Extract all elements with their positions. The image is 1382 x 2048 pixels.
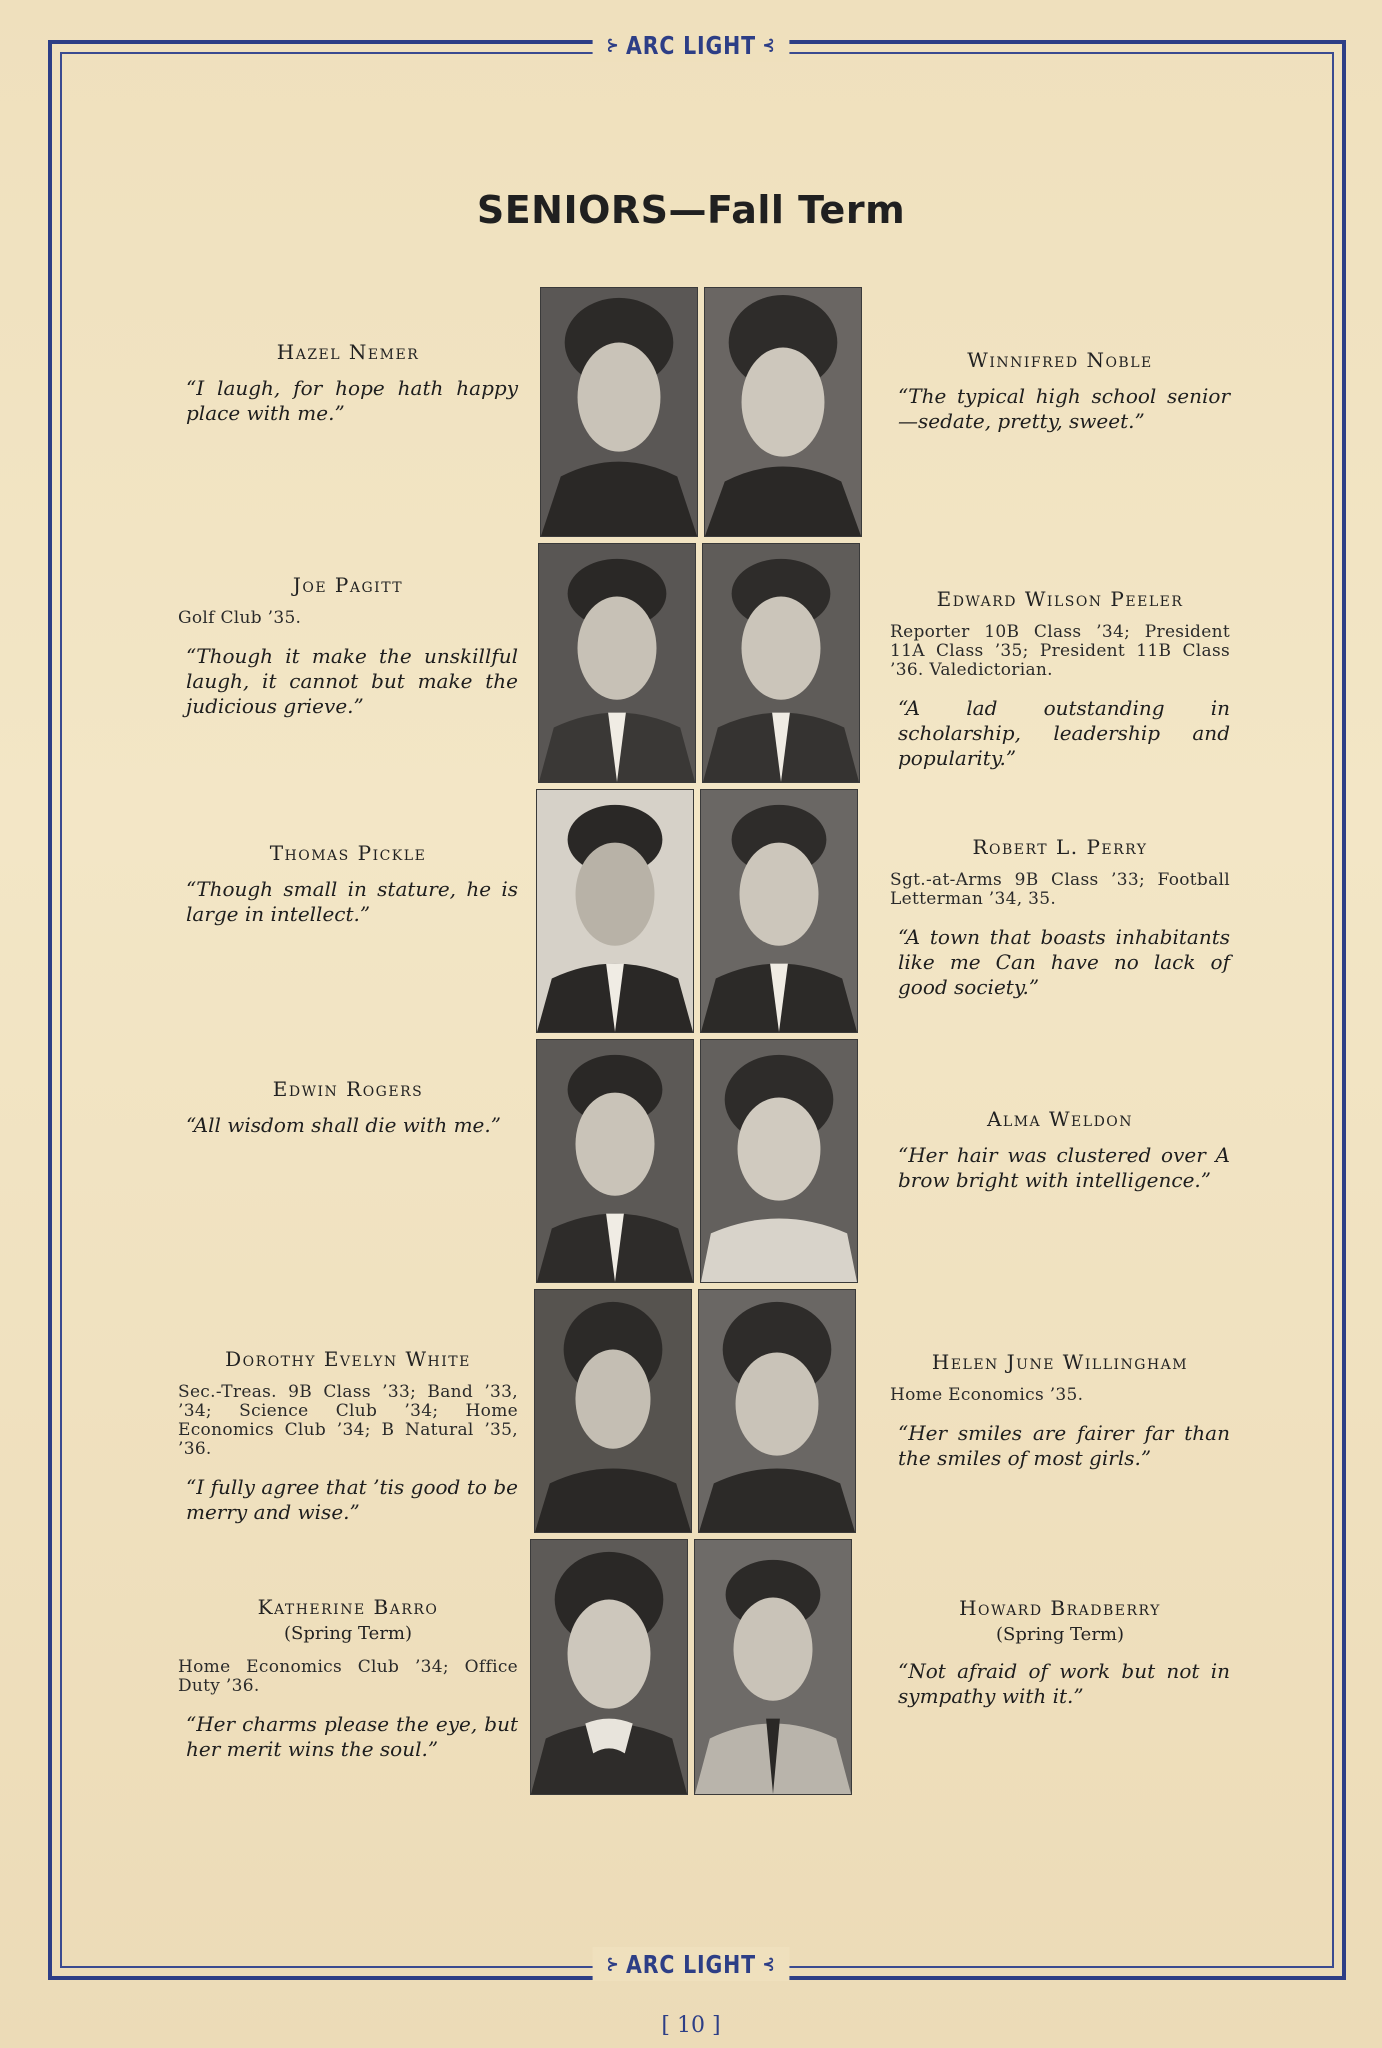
portrait-photo <box>538 543 696 783</box>
ornament-icon: ⊱ <box>606 34 620 56</box>
header-title-text: ARC LIGHT <box>626 30 756 60</box>
senior-entry <box>178 1077 518 1138</box>
senior-name: Howard Bradberry <box>959 1596 1161 1620</box>
page-number: [ 10 ] <box>661 2013 721 2038</box>
senior-entry <box>890 587 1230 771</box>
senior-quote: “I fully agree that ’tis good to be merry and wise.” <box>186 1475 518 1524</box>
senior-name: Edward Wilson Peeler <box>936 587 1184 611</box>
senior-activities: Reporter 10B Class ’34; President 11A Class ’35; President 11B Class ’36. Valedictorian. <box>890 622 1230 680</box>
senior-quote: “A lad outstanding in scholarship, leadership and popularity.” <box>898 696 1230 770</box>
senior-quote: “Though small in stature, he is large in intellect.” <box>186 877 518 926</box>
senior-name: Robert L. Perry <box>972 835 1148 859</box>
senior-entry <box>890 1107 1230 1193</box>
portrait-strip <box>536 287 872 1807</box>
footer-title <box>593 1947 790 1981</box>
senior-name: Edwin Rogers <box>272 1077 424 1101</box>
senior-entry <box>890 835 1230 1000</box>
portrait-photo <box>702 543 860 783</box>
senior-entry <box>178 573 518 719</box>
portrait-photo <box>704 287 862 537</box>
senior-quote: “A town that boasts inhabitants like me Can have no lack of good society.” <box>898 925 1230 999</box>
portrait-photo <box>534 1289 692 1533</box>
senior-name: Hazel Nemer <box>276 340 420 364</box>
senior-activities: Golf Club ’35. <box>178 608 302 628</box>
senior-quote: “All wisdom shall die with me.” <box>186 1113 501 1137</box>
senior-activities: Sec.-Treas. 9B Class ’33; Band ’33, ’34; Science Club ’34; Home Economics Club ’34; B Natural ’35, ’36. <box>178 1382 518 1459</box>
senior-entry <box>178 841 518 927</box>
portrait-photo <box>700 1039 858 1283</box>
portrait-photo <box>530 1539 688 1795</box>
senior-activities: Home Economics Club ’34; Office Duty ’36. <box>178 1657 518 1696</box>
senior-term-note: (Spring Term) <box>995 1624 1125 1645</box>
portrait-photo <box>700 789 858 1033</box>
portrait-photo <box>698 1289 856 1533</box>
portrait-photo <box>536 1039 694 1283</box>
senior-name: Katherine Barro <box>257 1595 439 1619</box>
senior-name: Helen June Willingham <box>931 1350 1189 1374</box>
senior-quote: “I laugh, for hope hath happy place with me.” <box>186 376 518 425</box>
senior-activities: Sgt.-at-Arms 9B Class ’33; Football Letterman ’34, 35. <box>890 870 1230 909</box>
senior-quote: “Her charms please the eye, but her merit wins the soul.” <box>186 1712 518 1761</box>
senior-entry <box>890 348 1230 434</box>
senior-activities: Home Economics ’35. <box>890 1385 1084 1405</box>
senior-entry <box>178 340 518 426</box>
portrait-photo <box>540 287 698 537</box>
senior-entry <box>178 1595 518 1762</box>
senior-name: Thomas Pickle <box>269 841 427 865</box>
senior-quote: “Though it make the unskillful laugh, it cannot but make the judicious grieve.” <box>186 644 518 718</box>
senior-quote: “Her hair was clustered over A brow bright with intelligence.” <box>898 1143 1230 1192</box>
senior-quote: “Her smiles are fairer far than the smiles of most girls.” <box>898 1421 1230 1470</box>
portrait-photo <box>536 789 694 1033</box>
senior-name: Dorothy Evelyn White <box>225 1347 471 1371</box>
senior-name: Joe Pagitt <box>292 573 404 597</box>
senior-quote: “Not afraid of work but not in sympathy with it.” <box>898 1659 1230 1708</box>
page-title: SENIORS—Fall Term <box>476 188 906 232</box>
senior-name: Winnifred Noble <box>967 348 1153 372</box>
header-title <box>593 28 790 62</box>
senior-term-note: (Spring Term) <box>283 1623 413 1644</box>
footer-title-text: ARC LIGHT <box>626 1949 756 1979</box>
senior-entry <box>890 1596 1230 1709</box>
senior-quote: “The typical high school senior—sedate, pretty, sweet.” <box>898 384 1230 433</box>
ornament-icon: ⊰ <box>762 34 776 56</box>
ornament-icon: ⊰ <box>762 1953 776 1975</box>
senior-entry <box>178 1347 518 1525</box>
senior-entry <box>890 1350 1230 1471</box>
portrait-photo <box>694 1539 852 1795</box>
senior-name: Alma Weldon <box>986 1107 1134 1131</box>
ornament-icon: ⊱ <box>606 1953 620 1975</box>
